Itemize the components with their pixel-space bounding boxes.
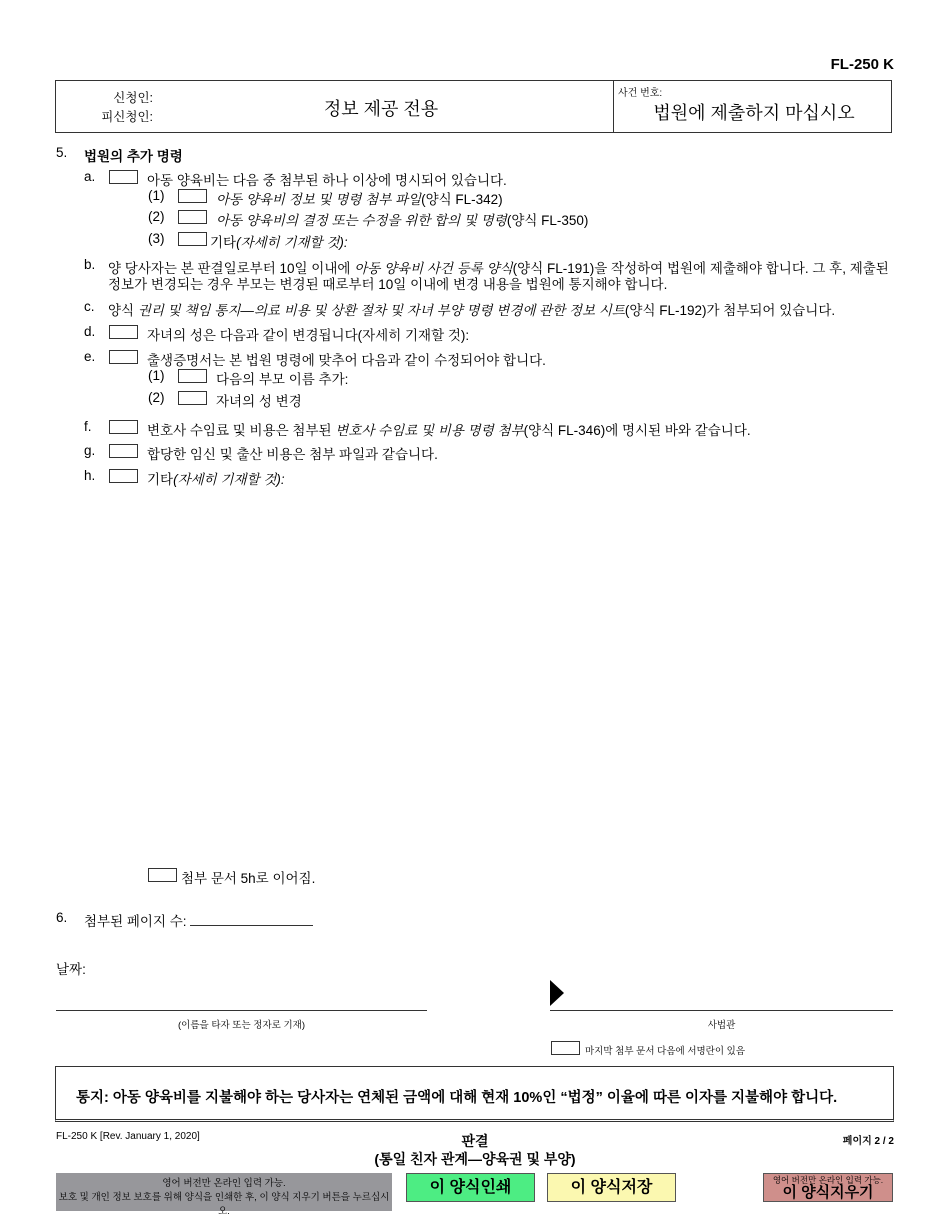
attached-pages-field[interactable]	[190, 910, 313, 926]
case-caption-box	[55, 80, 892, 133]
section6-label: 첨부된 페이지 수:	[84, 914, 187, 929]
last-attachment-checkbox[interactable]	[551, 1041, 580, 1055]
name-line[interactable]	[56, 1010, 427, 1011]
item-b-line2: 정보가 변경되는 경우 부모는 변경된 때로부터 10일 이내에 변경 내용을 법원에 통지해야 합니다.	[108, 277, 668, 292]
signature-arrow-icon	[550, 980, 564, 1006]
form-subtitle: (통일 친자 관계—양육권 및 부양)	[374, 1151, 576, 1167]
name-caption: (이름을 타자 또는 정자로 기재)	[177, 1020, 305, 1031]
item-a3-text	[210, 231, 348, 251]
item-a2-number: (2)	[148, 209, 165, 224]
item-a3-checkbox[interactable]	[178, 232, 207, 246]
case-number-label: 사건 번호:	[618, 88, 663, 99]
print-form-button[interactable]: 이 양식인쇄	[406, 1173, 535, 1202]
item-d-checkbox[interactable]	[109, 325, 138, 339]
do-not-file-label: 법원에 제출하지 마십시오	[653, 103, 855, 123]
item-f-post: (양식 FL-346)에 명시된 바와 같습니다.	[523, 423, 751, 438]
continued-label: 첨부 문서 5h로 이어짐.	[181, 871, 316, 886]
continued-checkbox[interactable]	[148, 868, 177, 882]
item-b-letter: b.	[84, 257, 96, 272]
item-e2-number: (2)	[148, 390, 165, 405]
item-a3-other: 기타	[210, 235, 237, 250]
item-b-form-title: 아동 양육비 사건 등록 양식	[354, 261, 513, 276]
section5-number: 5.	[56, 145, 68, 160]
item-e2-text: 자녀의 성 변경	[216, 394, 302, 409]
item-h-other: 기타	[147, 472, 174, 487]
item-a1-form: (양식 FL-342)	[421, 192, 503, 207]
item-c-letter: c.	[84, 299, 95, 314]
item-a-text: 아동 양육비는 다음 중 첨부된 하나 이상에 명시되어 있습니다.	[147, 173, 507, 188]
last-attachment-label: 마지막 첨부 문서 다음에 서명란이 있음	[585, 1046, 746, 1057]
item-a1-number: (1)	[148, 188, 165, 203]
judge-signature-line[interactable]	[550, 1010, 893, 1011]
notice-text: 통지: 아동 양육비를 지불해야 하는 당사자는 연체된 금액에 대해 현재 10%인 “법정” 이율에 따른 이자를 지불해야 합니다.	[76, 1090, 838, 1106]
item-e-letter: e.	[84, 349, 96, 364]
item-b-post: (양식 FL-191)을 작성하여 법원에 제출해야 합니다. 그 후, 제출된	[512, 261, 889, 276]
item-c-post: (양식 FL-192)가 첨부되어 있습니다.	[624, 303, 836, 318]
item-g-checkbox[interactable]	[109, 444, 138, 458]
item-a1-text	[216, 188, 503, 208]
item-c-pre: 양식	[108, 303, 138, 318]
form-revision: FL-250 K [Rev. January 1, 2020]	[56, 1131, 200, 1142]
item-a1-checkbox[interactable]	[178, 189, 207, 203]
clear-form-note: 영어 버전만 온라인 입력 가능.	[772, 1175, 884, 1185]
item-a2-form: (양식 FL-350)	[506, 213, 589, 228]
item-h-letter: h.	[84, 468, 96, 483]
online-fill-line1: 영어 버전만 온라인 입력 가능.	[162, 1178, 286, 1189]
party-section	[56, 81, 614, 132]
item-b-pre: 양 당사자는 본 판결일로부터 10일 이내에	[108, 261, 355, 276]
item-g-text: 합당한 임신 및 출산 비용은 첨부 파일과 같습니다.	[147, 447, 438, 462]
date-label: 날짜:	[56, 962, 86, 977]
page-number: 페이지 2 / 2	[842, 1136, 894, 1147]
item-e2-checkbox[interactable]	[178, 391, 207, 405]
item-d-letter: d.	[84, 324, 96, 339]
item-f-checkbox[interactable]	[109, 420, 138, 434]
item-e-checkbox[interactable]	[109, 350, 138, 364]
petitioner-label: 신청인:	[113, 91, 153, 105]
item-c-form-title: 권리 및 책임 통지—의료 비용 및 상환 절차 및 자녀 부양 명령 변경에 관한 정보 시트	[137, 303, 625, 318]
item-a2-text	[216, 209, 588, 229]
item-a3-number: (3)	[148, 231, 165, 246]
online-fill-notice	[56, 1173, 392, 1217]
item-d-text: 자녀의 성은 다음과 같이 변경됩니다(자세히 기재할 것):	[147, 328, 470, 343]
item-a1-title: 아동 양육비 정보 및 명령 첨부 파일	[216, 192, 422, 207]
save-form-button[interactable]: 이 양식저장	[547, 1173, 676, 1202]
item-a3-specify: (자세히 기재할 것):	[236, 235, 348, 250]
item-f-letter: f.	[84, 419, 92, 434]
item-e1-number: (1)	[148, 368, 165, 383]
item-e1-checkbox[interactable]	[178, 369, 207, 383]
notice-box	[55, 1066, 894, 1122]
form-title: 판결	[461, 1133, 489, 1149]
item-e1-text: 다음의 부모 이름 추가:	[216, 372, 349, 387]
item-h-checkbox[interactable]	[109, 469, 138, 483]
info-only-label: 정보 제공 전용	[323, 99, 439, 119]
item-a-letter: a.	[84, 169, 96, 184]
item-a2-checkbox[interactable]	[178, 210, 207, 224]
item-c-text	[108, 299, 835, 319]
item-f-form-title: 변호사 수임료 및 비용 명령 첨부	[335, 423, 524, 438]
item-h-specify: (자세히 기재할 것):	[173, 472, 285, 487]
section5-title: 법원의 추가 명령	[84, 149, 183, 164]
item-f-text	[147, 419, 751, 439]
online-fill-line2: 보호 및 개인 정보 보호를 위해 양식을 인쇄한 후, 이 양식 지우기 버튼을 누르십시오.	[58, 1192, 390, 1217]
respondent-label: 피신청인:	[101, 110, 153, 124]
judge-caption: 사법관	[707, 1020, 736, 1031]
item-h-text	[147, 468, 285, 488]
party-labels	[56, 89, 153, 127]
item-f-pre: 변호사 수임료 및 비용은 첨부된	[147, 423, 336, 438]
item-h-text-area[interactable]	[147, 488, 892, 848]
item-g-letter: g.	[84, 443, 96, 458]
item-a-checkbox[interactable]	[109, 170, 138, 184]
clear-form-label: 이 양식지우기	[782, 1184, 874, 1201]
clear-form-button[interactable]	[763, 1173, 893, 1202]
item-a2-title: 아동 양육비의 결정 또는 수정을 위한 합의 및 명령	[216, 213, 507, 228]
section6-number: 6.	[56, 910, 68, 925]
form-id: FL-250 K	[830, 56, 894, 73]
item-e-text: 출생증명서는 본 법원 명령에 맞추어 다음과 같이 수정되어야 합니다.	[147, 353, 546, 368]
